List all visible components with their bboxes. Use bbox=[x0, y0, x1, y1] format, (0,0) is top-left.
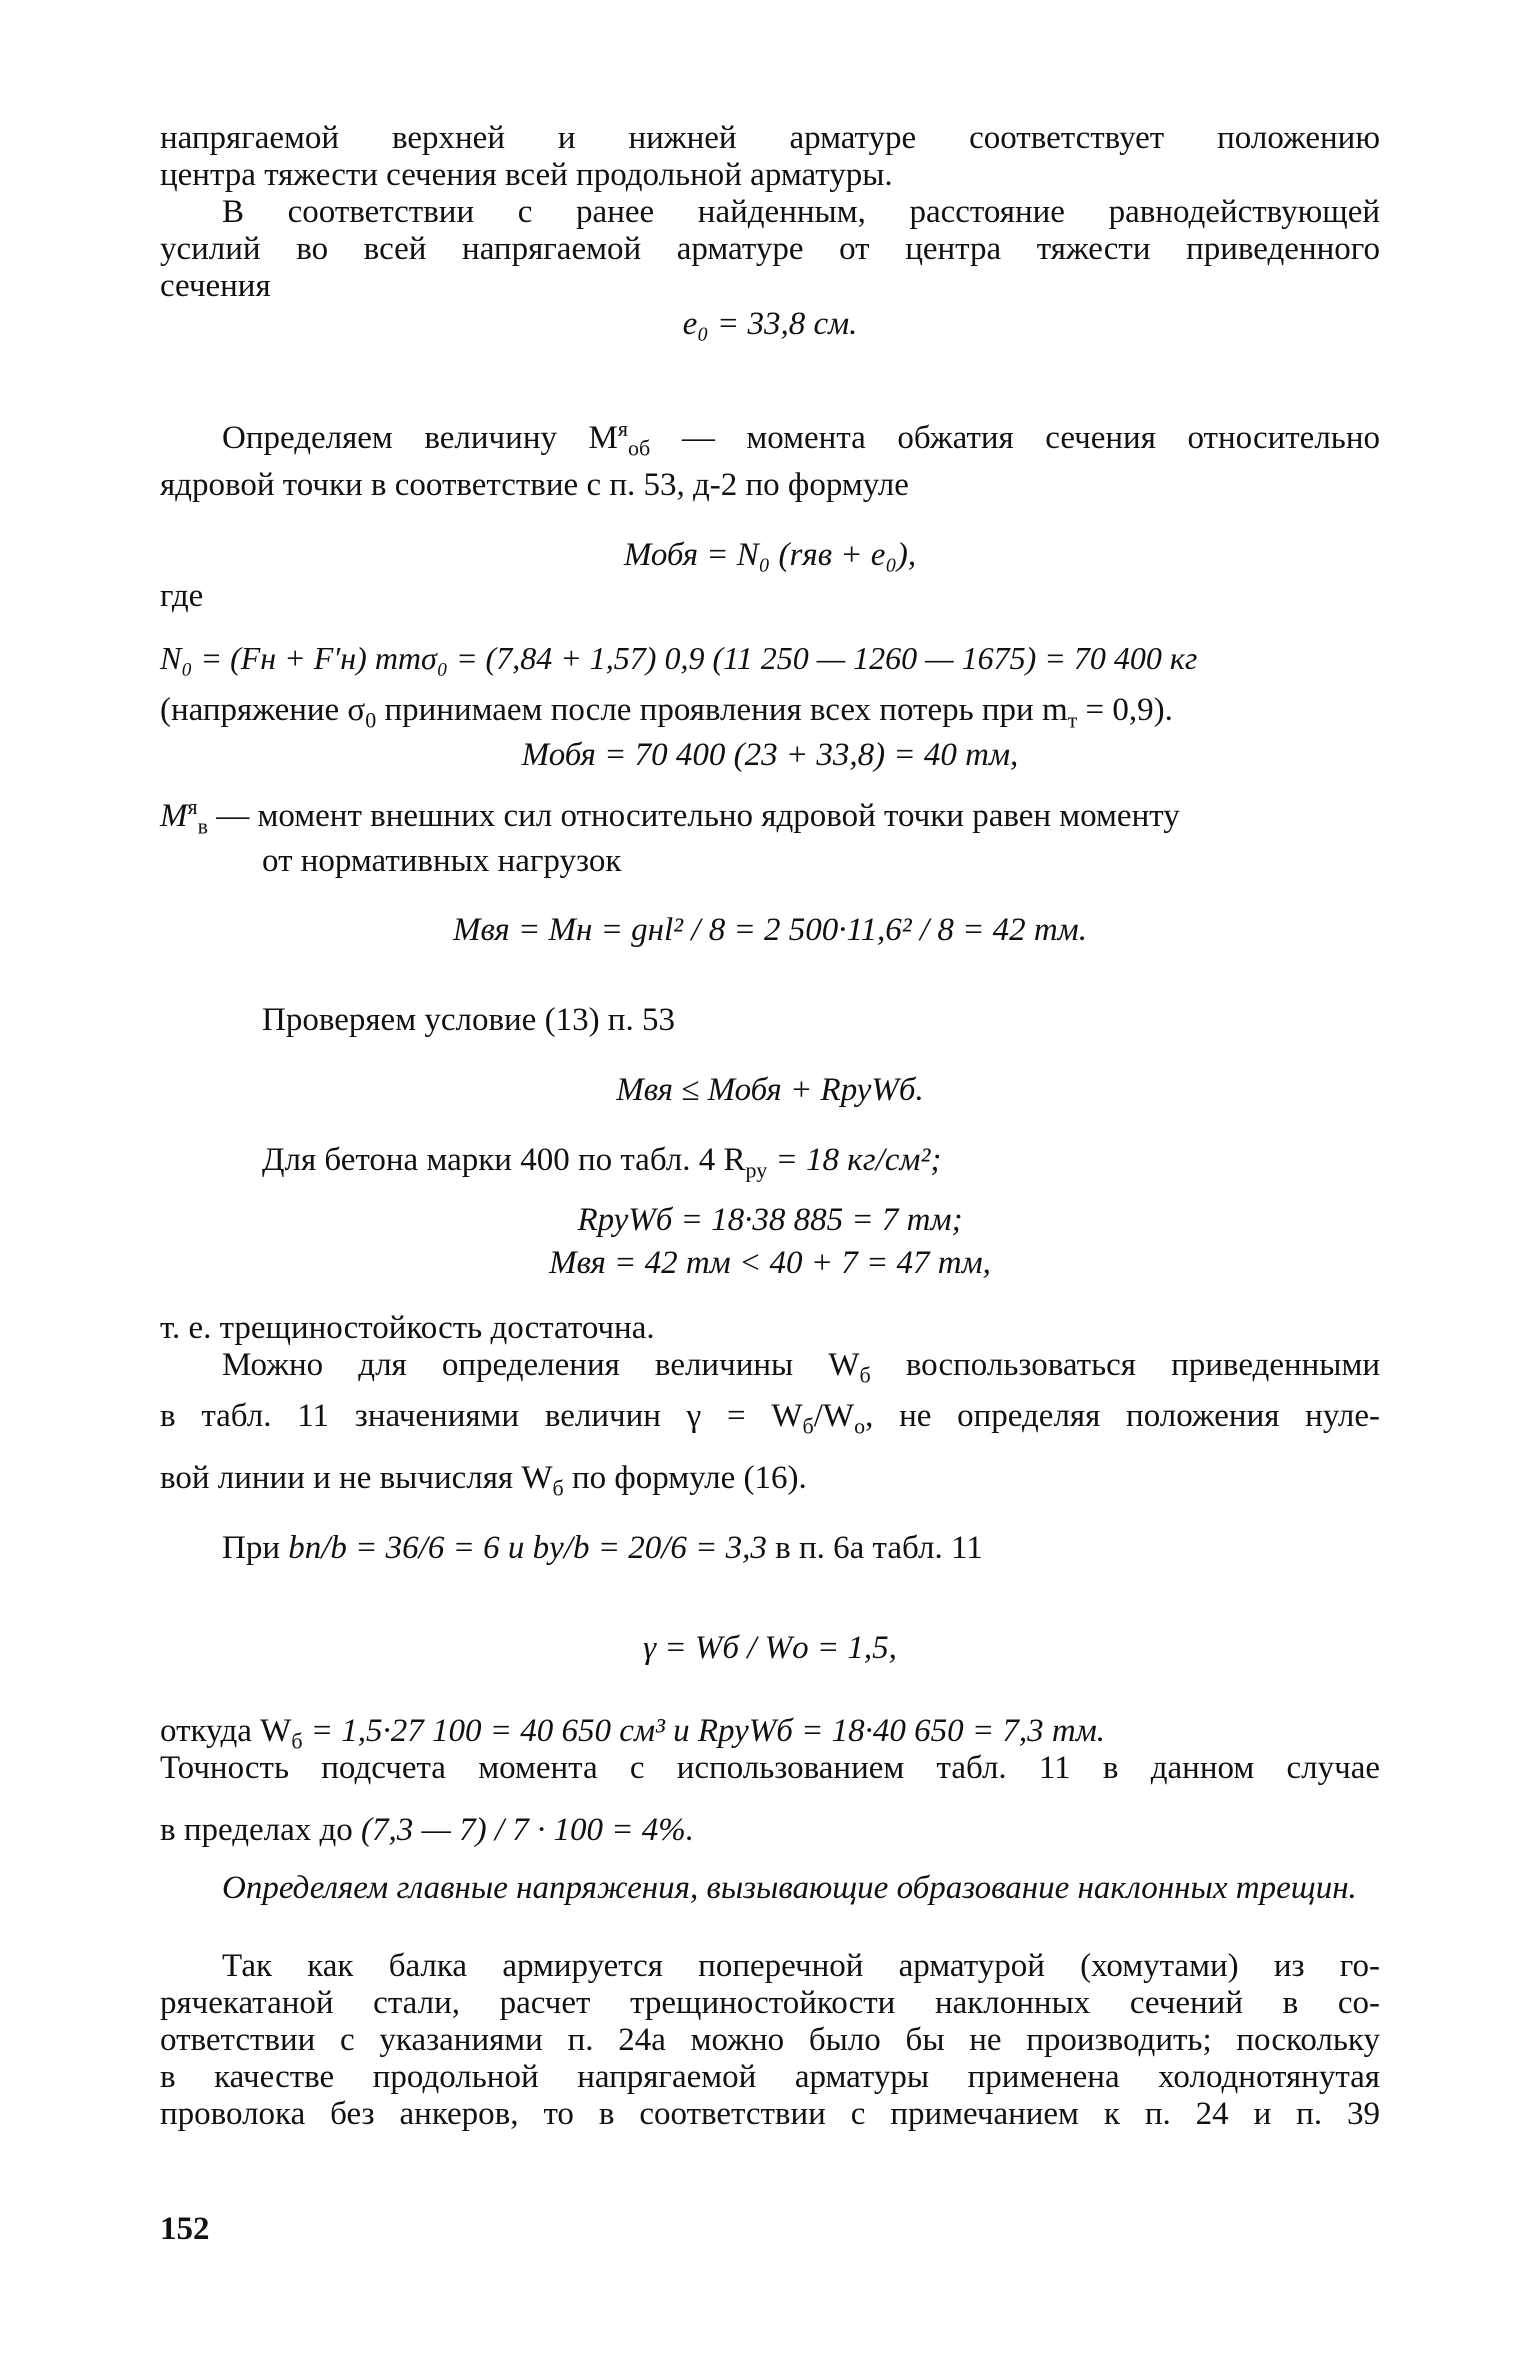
formula-gamma: γ = Wб / Wо = 1,5, bbox=[643, 1630, 897, 1666]
text-line: В соответствии с ранее найденным, расстояние равнодействующей bbox=[222, 194, 1380, 230]
text-line: от нормативных нагрузок bbox=[262, 843, 622, 879]
page-number: 152 bbox=[160, 2211, 210, 2247]
text-line: ответствии с указаниями п. 24а можно было бы не производить; поскольку bbox=[160, 2022, 1380, 2058]
formula-condition: Мвя ≤ Мобя + RруWб. bbox=[616, 1072, 924, 1108]
italic-heading: Определяем главные напряжения, вызывающие образование наклонных трещин. bbox=[222, 1870, 1357, 1906]
text-line: вой линии и не вычисляя $W_б$ по формуле (16). bbox=[160, 1460, 807, 1501]
text-line: Можно для определения величины $W_б$ воспользоваться приведенными bbox=[222, 1347, 1381, 1388]
text-line: т. е. трещиностойкость достаточна. bbox=[160, 1310, 655, 1346]
text-line: Определяем величину $М^я_{об}$ — момента обжатия сечения относительно bbox=[222, 416, 1380, 461]
text-line: напрягаемой верхней и нижней арматуре соответствует положению bbox=[160, 120, 1380, 156]
text-line: Проверяем условие (13) п. 53 bbox=[262, 1002, 675, 1038]
text-line: Так как балка армируется поперечной арматурой (хомутами) из го- bbox=[222, 1948, 1380, 1984]
formula-mv-value: Мвя = Мн = gнl² / 8 = 2 500·11,6² / 8 = 42 тм. bbox=[452, 912, 1087, 948]
formula-precision: (7,3 — 7) / 7 · 100 = 4%. bbox=[361, 1812, 695, 1848]
text-line: в качестве продольной напрягаемой арматуры применена холоднотянутая bbox=[160, 2059, 1380, 2095]
text-line: $М^я_в$ — момент внешних сил относительно ядровой точки равен моменту bbox=[160, 794, 1180, 839]
formula-mob-value: Мобя = 70 400 (23 + 33,8) = 40 тм, bbox=[521, 737, 1019, 773]
text-line: Для бетона марки 400 по табл. 4 $R_{ру} = 18$ кг/см²; bbox=[262, 1142, 942, 1183]
text-line: где bbox=[160, 578, 204, 614]
text-line: в табл. 11 значениями величин $\gamma = W_б/W_о$, не определяя положения нуле- bbox=[160, 1398, 1380, 1439]
text-line: откуда $W_б = 1,5\cdot 27$ 100 = 40 650 см³ и RруWб = 18·40 650 = 7,3 тм. bbox=[160, 1713, 1106, 1754]
text-line: Точность подсчета момента с использованием табл. 11 в данном случае bbox=[160, 1750, 1380, 1786]
text-line: ядровой точки в соответствие с п. 53, д-2 по формуле bbox=[160, 467, 909, 503]
text-line: сечения bbox=[160, 268, 271, 304]
text-line-ratios: При bп/b = 36/6 = 6 и bу/b = 20/6 = 3,3 в п. 6а табл. 11 bbox=[222, 1530, 983, 1566]
text-line: рячекатаной стали, расчет трещиностойкости наклонных сечений в со- bbox=[160, 1985, 1380, 2021]
paragraph-intro bbox=[160, 120, 1380, 157]
formula-e0: e₀ = 33,8 см. bbox=[682, 306, 858, 342]
formula-ratios: bп/b = 36/6 = 6 и bу/b = 20/6 = 3,3 bbox=[288, 1530, 767, 1566]
text-line: проволока без анкеров, то в соответствии с примечанием к п. 24 и п. 39 bbox=[160, 2096, 1380, 2132]
formula-mob-definition: Мобя = N₀ (rяв + e₀), bbox=[623, 537, 917, 573]
text-line: (напряжение $\sigma_0$ принимаем после проявления всех потерь при $m_т = 0,9$). bbox=[160, 692, 1173, 733]
formula-n0: N₀ = (Fн + F′н) mтσ₀ = (7,84 + 1,57) 0,9 (11 250 — 1260 — 1675) = 70 400 кг bbox=[160, 640, 1198, 676]
text-line: центра тяжести сечения всей продольной арматуры. bbox=[160, 157, 893, 193]
text-line: в пределах до (7,3 — 7) / 7 · 100 = 4%. bbox=[160, 1812, 695, 1848]
text-line: усилий во всей напрягаемой арматуре от центра тяжести приведенного bbox=[160, 231, 1380, 267]
formula-rw: RруWб = 18·38 885 = 7 тм; bbox=[577, 1202, 963, 1238]
n0-tail: = 0,9). bbox=[1085, 692, 1173, 728]
formula-mv-compare: Мвя = 42 тм < 40 + 7 = 47 тм, bbox=[549, 1245, 991, 1281]
